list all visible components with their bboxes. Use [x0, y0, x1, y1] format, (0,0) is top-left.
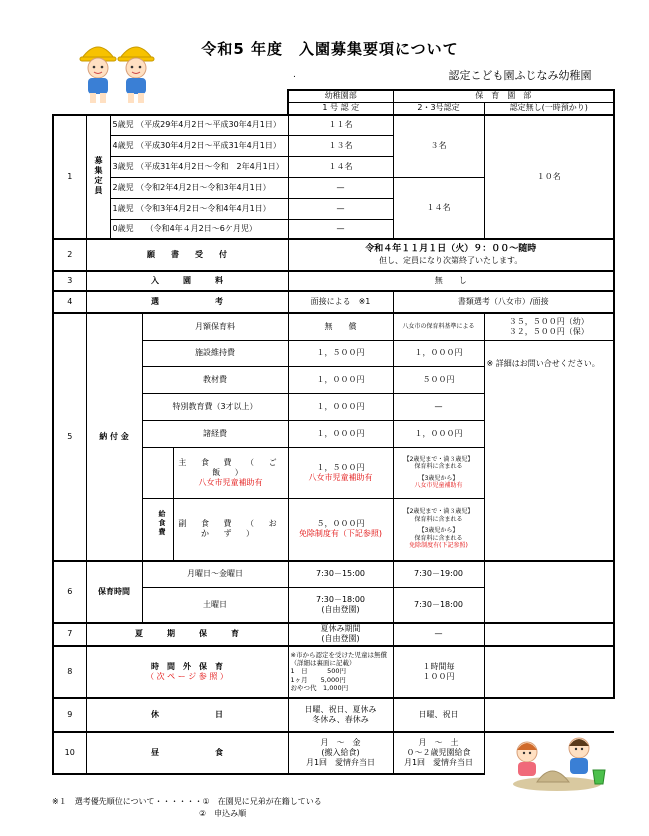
side-food-value-cell — [288, 498, 393, 561]
row-number: 1 — [53, 115, 86, 239]
holiday-kinder-line: 日曜、祝日、夏休み — [304, 704, 377, 714]
fee-name: 施設維持費 — [142, 340, 288, 366]
fee-value: １，０００円 — [288, 366, 393, 393]
kyushoku-label: 給食費 — [158, 509, 166, 537]
sandbox-illustration — [507, 730, 607, 792]
main-food-subsidy: 八女市児童補助有 — [308, 472, 373, 482]
empty-cell — [484, 623, 614, 646]
no-cert-header: 認定無し(一時預かり) — [484, 102, 614, 115]
separator-dot: . — [293, 70, 296, 80]
fee-name: 特別教育費（3才以上） — [142, 393, 288, 420]
fee-value: ５００円 — [393, 366, 484, 393]
age-cell: 0歳児 （令和4年４月2日～6ケ月児） — [110, 219, 288, 239]
saturday-kinder-time: 7:30－18:00 — [315, 594, 366, 604]
table-row — [53, 313, 614, 340]
lunch-kinder-cell — [288, 732, 393, 774]
main-food-name-cell — [173, 448, 288, 498]
header-row-2 — [53, 102, 614, 115]
lunch-nursery-line: 月 ～ 土 — [418, 737, 459, 747]
side-food-note: 保育料に含まれる — [414, 515, 463, 523]
row-number: 8 — [53, 646, 86, 698]
table-row — [53, 646, 614, 698]
page-title: 令和5 年度 入園募集要項について — [201, 40, 459, 58]
lunch-nursery-line: ０～２歳児園給食 — [406, 747, 471, 757]
lunch-nursery-cell — [393, 732, 484, 774]
main-food-nursery-cell — [393, 447, 484, 498]
extended-care-nursery-cell — [393, 646, 484, 698]
extended-care-price: １００円 — [422, 671, 455, 681]
empty-cell — [484, 561, 614, 623]
row-label: 選 考 — [86, 291, 288, 313]
row-number: 6 — [53, 561, 86, 623]
fee-value: 無 償 — [288, 313, 393, 340]
fee-value: ３５，５００円（幼） ３２，５００円（保） — [484, 313, 614, 340]
capacity-cell: １３名 — [288, 135, 393, 156]
lunch-nursery-line: 月1回 愛情弁当日 — [403, 757, 474, 767]
extended-care-note: ※市から認定を受けた児童は無償 — [290, 651, 387, 660]
main-food-sub: 八女市児童補助有 — [198, 477, 263, 487]
row-label: 願 書 受 付 — [86, 239, 288, 271]
lunch-kinder-line: 月1回 愛情弁当日 — [305, 757, 376, 767]
fee-value: 八女市の保育料基準による — [393, 313, 484, 340]
row-label: 夏 期 保 育 — [86, 623, 288, 646]
main-food-note: 保育料に含まれる — [414, 463, 463, 470]
main-food-note: 【2歳児まで・満３歳児】 — [403, 455, 474, 463]
fee-name: 教材費 — [142, 366, 288, 393]
child-figure-1 — [517, 742, 537, 776]
notes — [52, 796, 322, 820]
row-label: 昼 食 — [86, 732, 288, 774]
row-number: 10 — [53, 732, 86, 774]
saturday-kinder-note: (自由登園) — [321, 604, 360, 614]
age-cell: 3歳児 （平成31年4月2日～令和 2年4月1日） — [110, 156, 288, 177]
table-row — [53, 271, 614, 291]
row-label: 時 間 外 保 育 — [151, 661, 223, 671]
capacity-cell: １０名 — [484, 115, 614, 239]
row-number: 7 — [53, 623, 86, 646]
capacity-cell: １１名 — [288, 115, 393, 135]
extended-care-note: 1ヶ月 5,000円 — [290, 675, 346, 684]
capacity-cell: — — [288, 198, 393, 219]
saturday-label: 土曜日 — [142, 588, 288, 623]
fee-name: 諸経費 — [142, 420, 288, 447]
selection-cell: 面接による ※1 — [288, 291, 393, 313]
empty-cell — [484, 698, 614, 732]
capacity-cell: — — [288, 219, 393, 239]
entrance-fee-cell: 無 し — [288, 271, 614, 291]
child-figure-2 — [569, 738, 589, 774]
table-row — [53, 698, 614, 732]
row-label — [86, 115, 110, 239]
selection-cell: 書類選考（八女市）/面接 — [393, 291, 614, 313]
age-cell: 2歳児 （令和2年4月2日～令和3年4月1日） — [110, 177, 288, 198]
side-food-note: 【3歳児から】 — [418, 527, 459, 535]
fee-value: １，０００円 — [288, 420, 393, 447]
side-food-note: 【2歳児まで・満３歳児】 — [403, 508, 474, 516]
main-food-value-cell — [288, 447, 393, 498]
table-row — [53, 623, 614, 646]
application-period: 令和４年１１月１日（火）９：００～随時 — [365, 244, 537, 255]
fee-value: １，０００円 — [393, 420, 484, 447]
row-number: 9 — [53, 698, 86, 732]
main-food-note: 【3歳児から】 — [418, 474, 459, 482]
weekday-kinder: 7:30－15:00 — [288, 561, 393, 588]
lunch-kinder-line: 月 ～ 金 — [320, 737, 361, 747]
row-number: 4 — [53, 291, 86, 313]
capacity-cell: １４名 — [393, 177, 484, 239]
note-line: ※１ 選考優先順位について・・・・・・① 在園児に兄弟が在籍している — [52, 797, 322, 806]
row-sublabel: （ 次 ペ ー ジ 参 照 ） — [146, 671, 228, 681]
age-cell: 1歳児 （令和3年4月2日～令和4年4月1日） — [110, 198, 288, 219]
side-food-exemption: 免除制度有（下記参照) — [298, 529, 383, 538]
cert23-header: 2・3号認定 — [393, 102, 484, 115]
bucket-icon — [593, 770, 605, 784]
age-cell: 5歳児 （平成29年4月2日～平成30年4月1日） — [110, 115, 288, 135]
main-food-name: 主 食 費 （ ご 飯 ） — [178, 457, 283, 477]
extended-care-note: （詳細は裏面に記載） — [290, 659, 356, 668]
weekday-label: 月曜日～金曜日 — [142, 561, 288, 588]
summer-kinder-note: (自由登園) — [321, 634, 360, 643]
extended-care-rate: １時間毎 — [422, 661, 455, 671]
note-line: ② 申込み順 — [199, 809, 247, 818]
weekday-nursery: 7:30－19:00 — [393, 561, 484, 588]
fee-value: １，０００円 — [393, 340, 484, 366]
holiday-kinder-line: 冬休み、春休み — [312, 714, 369, 724]
kyushoku-label-box — [149, 468, 175, 578]
table-row — [53, 115, 614, 135]
side-food-note: 免除制度有(下記参照) — [409, 542, 468, 550]
main-food-note: 八女市児童補助有 — [414, 482, 463, 489]
extra-note: ※ 詳細はお問い合せください。 — [484, 340, 614, 561]
row-number: 2 — [53, 239, 86, 271]
row-label: 入 園 料 — [86, 271, 288, 291]
table-row — [53, 239, 614, 271]
side-food-name: 副 食 費 （ お か ず ） — [178, 519, 283, 538]
fee-value: １，５００円 — [288, 340, 393, 366]
summer-kinder-period: 夏休み期間 — [320, 624, 361, 633]
age-cell: 4歳児 （平成30年4月2日～平成31年4月1日） — [110, 135, 288, 156]
side-food-nursery-cell — [393, 498, 484, 561]
extended-care-note: 1 日 500円 — [290, 667, 347, 676]
header-row-1 — [53, 90, 614, 102]
saturday-kinder-cell — [288, 588, 393, 623]
side-food-price: ５，０００円 — [316, 519, 365, 528]
summer-kinder-cell — [288, 623, 393, 646]
extended-care-note: おやつ代 1,000円 — [290, 683, 349, 692]
capacity-label: 募集定員 — [94, 155, 103, 196]
nursery-header: 保 育 園 部 — [393, 90, 614, 102]
kinder-header: 幼稚園部 — [288, 90, 393, 102]
lunch-kinder-line: (搬入給食) — [321, 747, 360, 757]
holiday-nursery: 日曜、祝日 — [393, 698, 484, 732]
capacity-cell: — — [288, 177, 393, 198]
row-label: 納 付 金 — [86, 313, 142, 561]
school-name: 認定こども園ふじなみ幼稚園 — [448, 69, 592, 82]
row-label: 保育時間 — [86, 561, 142, 623]
row-number: 5 — [53, 313, 86, 561]
table-row — [53, 561, 614, 588]
holiday-kinder-cell — [288, 698, 393, 732]
side-food-note: 保育料に含まれる — [414, 534, 463, 542]
capacity-cell: ３名 — [393, 115, 484, 177]
fee-value: — — [393, 393, 484, 420]
row-number: 3 — [53, 271, 86, 291]
empty-cell — [484, 646, 614, 698]
admission-table — [52, 89, 615, 775]
main-food-price: １，５００円 — [316, 462, 365, 472]
row-label-cell — [86, 646, 288, 698]
saturday-nursery: 7:30－18:00 — [393, 588, 484, 623]
application-cell — [288, 239, 614, 271]
cert1-header: 1 号 認 定 — [288, 102, 393, 115]
row-label: 休 日 — [86, 698, 288, 732]
summer-nursery: — — [393, 623, 484, 646]
extended-care-kinder-cell — [288, 646, 393, 698]
fee-value: １，０００円 — [288, 393, 393, 420]
application-note: 但し、定員になり次第終了いたします。 — [379, 255, 523, 265]
table-row — [53, 291, 614, 313]
capacity-cell: １４名 — [288, 156, 393, 177]
fee-name: 月額保育料 — [142, 313, 288, 340]
